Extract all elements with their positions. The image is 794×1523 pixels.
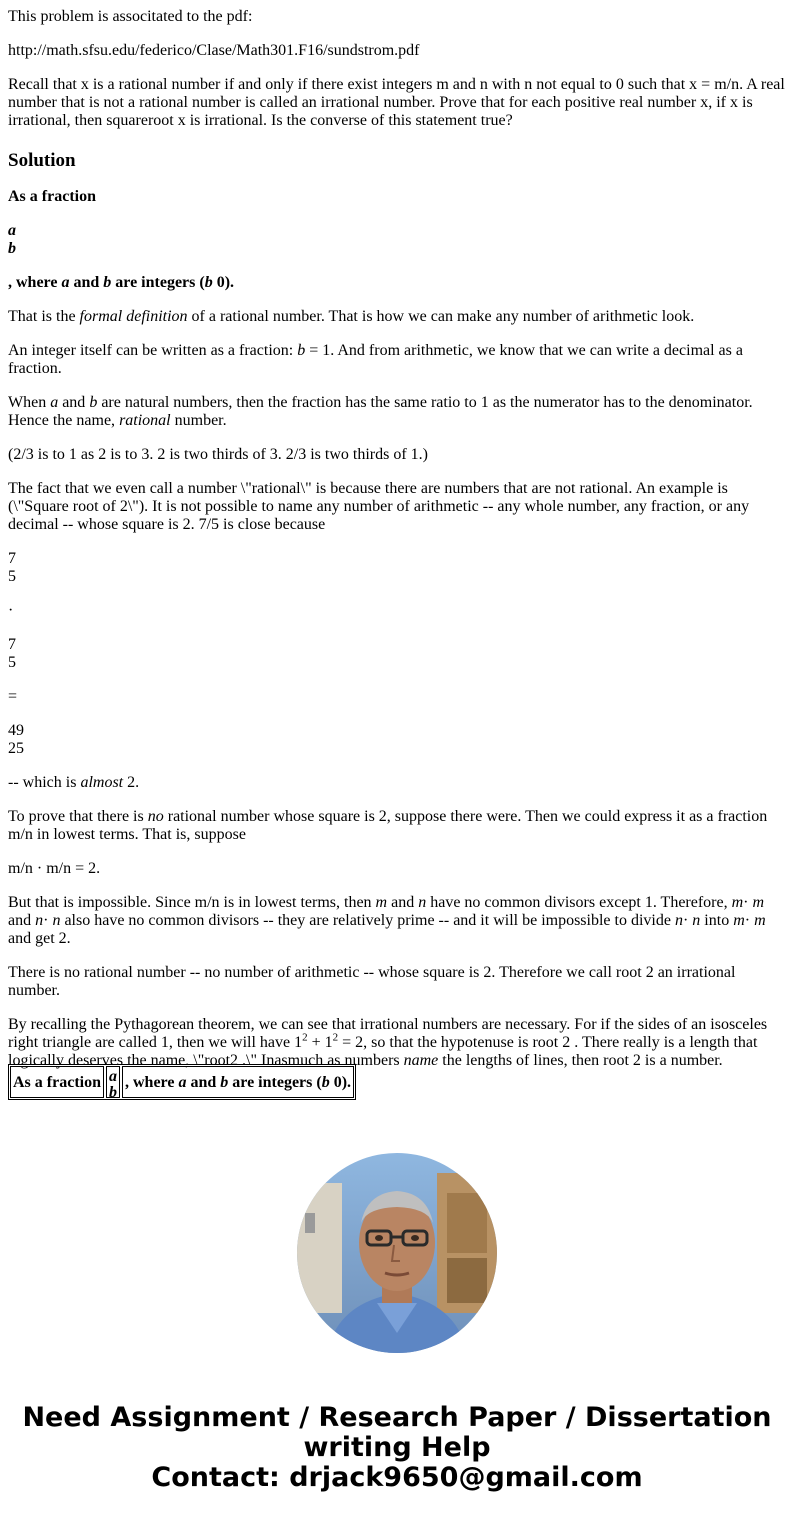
intro-line: This problem is associtated to the pdf: xyxy=(8,8,253,25)
fraction-table xyxy=(8,1064,356,1100)
banner-line-1: Need Assignment / Research Paper / Dissertation xyxy=(22,1402,772,1433)
solution-heading: Solution xyxy=(8,150,76,171)
fraction-seven-fifths-1: 7 5 xyxy=(8,550,16,585)
paragraph-two-thirds: (2/3 is to 1 as 2 is to 3. 2 is two thirds of 3. 2/3 is two thirds of 1.) xyxy=(8,446,428,463)
paragraph-no-rational: There is no rational number -- no number of arithmetic -- whose square is 2. Therefore we call root 2 an irrational number. xyxy=(8,964,736,999)
contact-banner xyxy=(0,1403,794,1493)
banner-line-2: writing Help xyxy=(303,1432,491,1463)
equation-m-over-n: m/n · m/n = 2. xyxy=(8,860,101,877)
fraction-seven-fifths-2: 7 5 xyxy=(8,636,16,671)
paragraph-proof-intro: To prove that there is no rational number whose square is 2, suppose there were. Then we could express it as a fraction m/n in lowest terms. That is, suppose xyxy=(8,808,768,843)
banner-contact-email: Contact: drjack9650@gmail.com xyxy=(151,1462,643,1493)
author-avatar xyxy=(297,1153,497,1353)
as-fraction-label: As a fraction xyxy=(8,188,96,205)
table-cell-fraction: a b xyxy=(106,1066,120,1098)
fraction-stack xyxy=(8,222,790,258)
pdf-url: http://math.sfsu.edu/federico/Clase/Math301.F16/sundstrom.pdf xyxy=(8,42,420,59)
paragraph-root-two: The fact that we even call a number \"rational\" is because there are numbers that are not rational. An example is (\"Square root of 2\"). It is not possible to name any number of arithmetic -- any whole number, any fraction, or any decimal -- whose square is 2. 7/5 is close because xyxy=(8,480,750,533)
fraction-49-25: 49 25 xyxy=(8,722,24,757)
table-cell-as-fraction: As a fraction xyxy=(10,1066,104,1098)
fraction-denominator: b xyxy=(8,240,16,257)
paragraph-pythagorean: By recalling the Pythagorean theorem, we can see that irrational numbers are necessary. For if the sides of an isosceles right triangle are called 1, then we will have $1^2 + 1^2 = 2$, so that the hypotenuse is root 2 . There really is a length that logically deserves the name, \"root2 .\" Inasmuch as numbers name the lengths of lines, then root 2 is a number. xyxy=(8,1016,768,1069)
paragraph-rational-name: When a and b are natural numbers, then the fraction has the same ratio to 1 as the numerator has to the denominator. Hence the name, rational number. xyxy=(8,394,753,429)
paragraph-formal-definition: That is the formal definition of a rational number. That is how we can make any number of arithmetic look. xyxy=(8,308,695,325)
paragraph-integer-fraction: An integer itself can be written as a fraction: b = 1. And from arithmetic, we know that we can write a decimal as a fraction. xyxy=(8,342,743,377)
problem-statement: Recall that x is a rational number if and only if there exist integers m and n with n not equal to 0 such that x = m/n. A real number that is not a rational number is called an irrational number. Prove that for each positive real number x, if x is irrational, then squareroot x is irrational. Is the converse of this statement true? xyxy=(8,76,785,129)
table-cell-where: , where a and b are integers (b 0). xyxy=(122,1066,354,1098)
multiply-dot: · xyxy=(8,602,14,619)
where-clause: , where a and b are integers (b 0). xyxy=(8,274,235,291)
paragraph-impossible: But that is impossible. Since m/n is in lowest terms, then m and n have no common divisors except 1. Therefore, m· m and n· n also have no common divisors -- they are relatively prime -- and it will be impossible to divide n· n into m· m and get 2. xyxy=(8,894,766,947)
person-photo-icon xyxy=(297,1153,497,1353)
fraction-numerator: a xyxy=(8,222,16,239)
almost-two: -- which is almost 2. xyxy=(8,774,140,791)
equals-sign: = xyxy=(8,688,18,705)
